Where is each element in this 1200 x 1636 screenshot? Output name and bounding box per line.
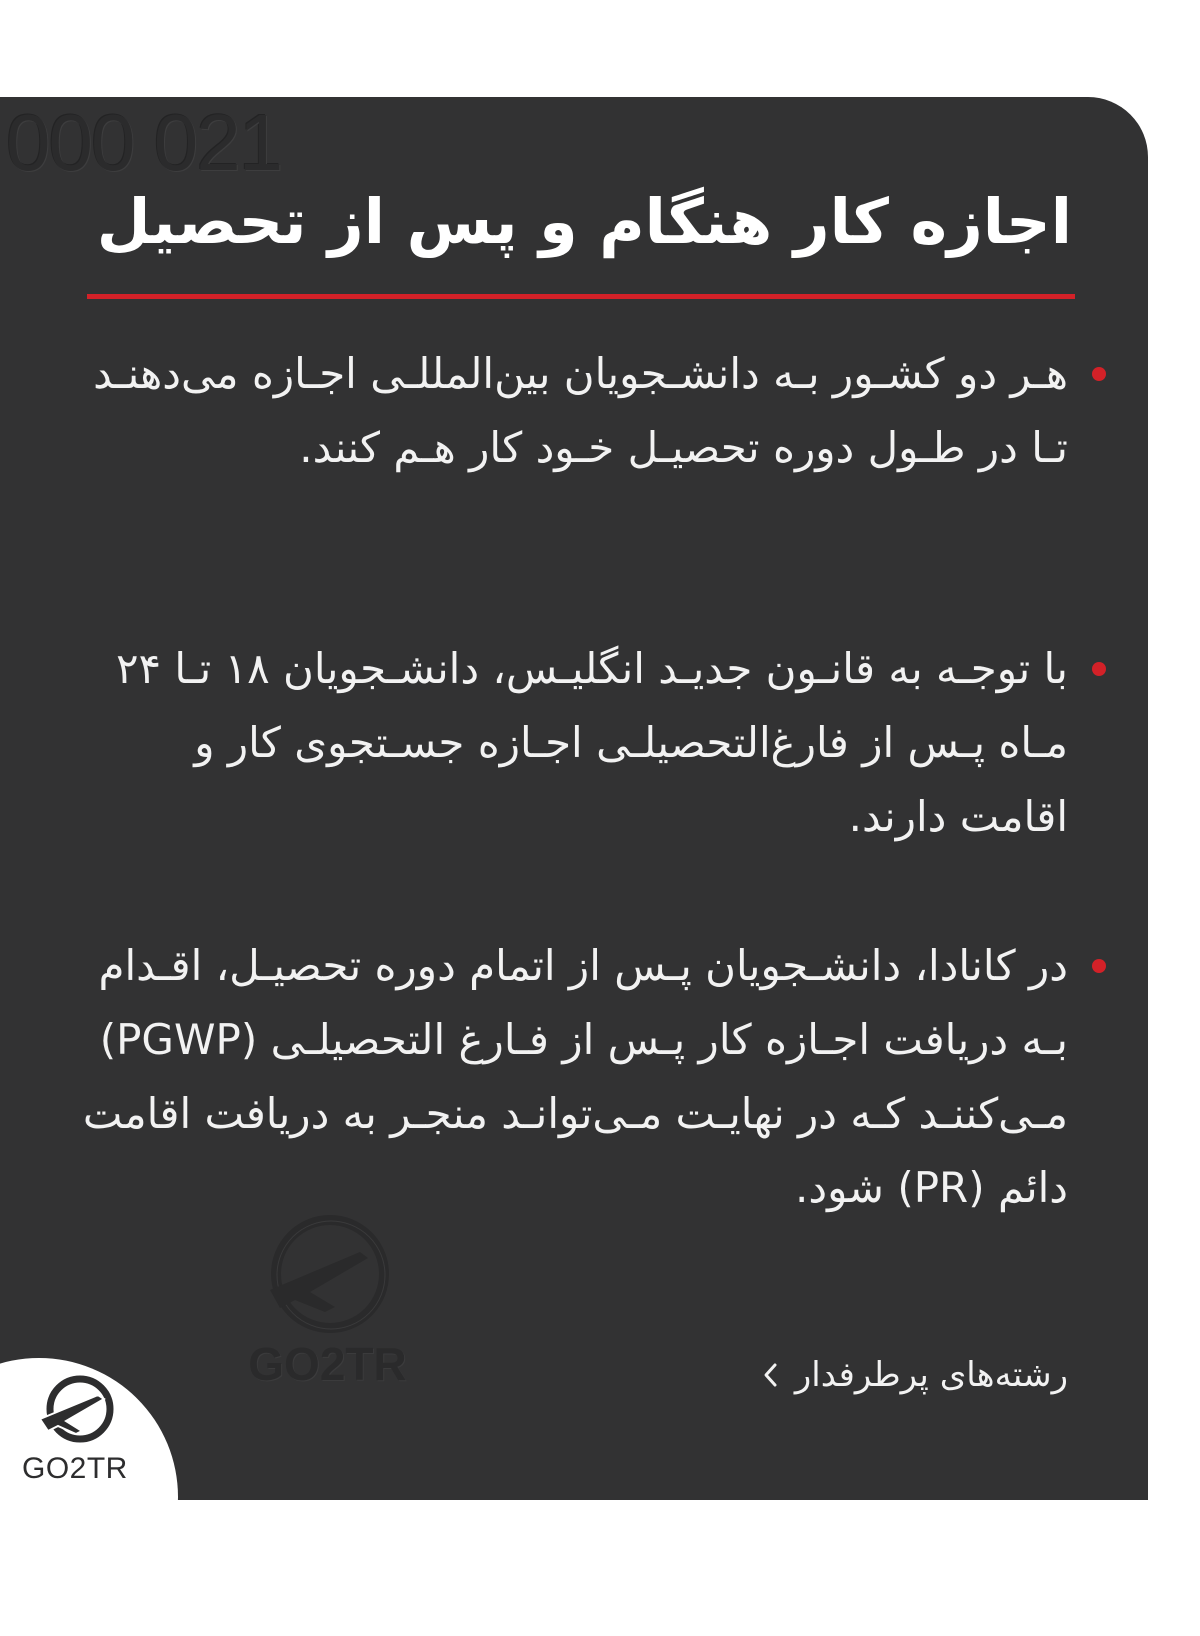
bullet-dot-icon [1092,367,1106,381]
content-card [0,97,1148,1500]
chevron-right-icon [761,1360,781,1390]
logo-text: GO2TR [22,1452,128,1485]
bullet-text: هـر دو کشـور بـه دانشـجویان بین‌المللـی اجـازه می‌دهنـد تـا در طـول دوره تحصیـل خـود کار هـم کنند. [93,349,1068,472]
serial-number: 000 021 [6,98,282,187]
bullet-item [78,632,1068,854]
logo-plane-icon [36,1373,120,1447]
nav-label: رشته‌های پرطرفدار [794,1355,1068,1395]
bullet-item [78,337,1068,485]
watermark-text: GO2TR [248,1338,407,1390]
bullet-item [78,929,1068,1225]
title-underline [87,294,1075,299]
page-title: اجازه کار هنگام و پس از تحصیل [96,185,1072,258]
watermark-plane-icon [240,1212,415,1342]
popular-fields-link[interactable] [761,1355,1068,1395]
bullet-text: در کانادا، دانشـجویان پـس از اتمام دوره تحصیـل، اقـدام بـه دریافت اجـازه کار پـس از فـارغ التحصیلـی (PGWP) مـی‌کننـد کـه در نهایـت مـی‌توانـد منجـر به دریافت اقامت دائم (PR) شود. [82,941,1068,1212]
watermark [240,1212,415,1402]
bullet-dot-icon [1092,959,1106,973]
bullet-dot-icon [1092,662,1106,676]
bullet-text: با توجـه به قانـون جدیـد انگلیـس، دانشـجویان ۱۸ تـا ۲۴ مـاه پـس از فارغ‌التحصیلـی اجـازه جسـتجوی کار و اقامت دارند. [115,644,1068,841]
